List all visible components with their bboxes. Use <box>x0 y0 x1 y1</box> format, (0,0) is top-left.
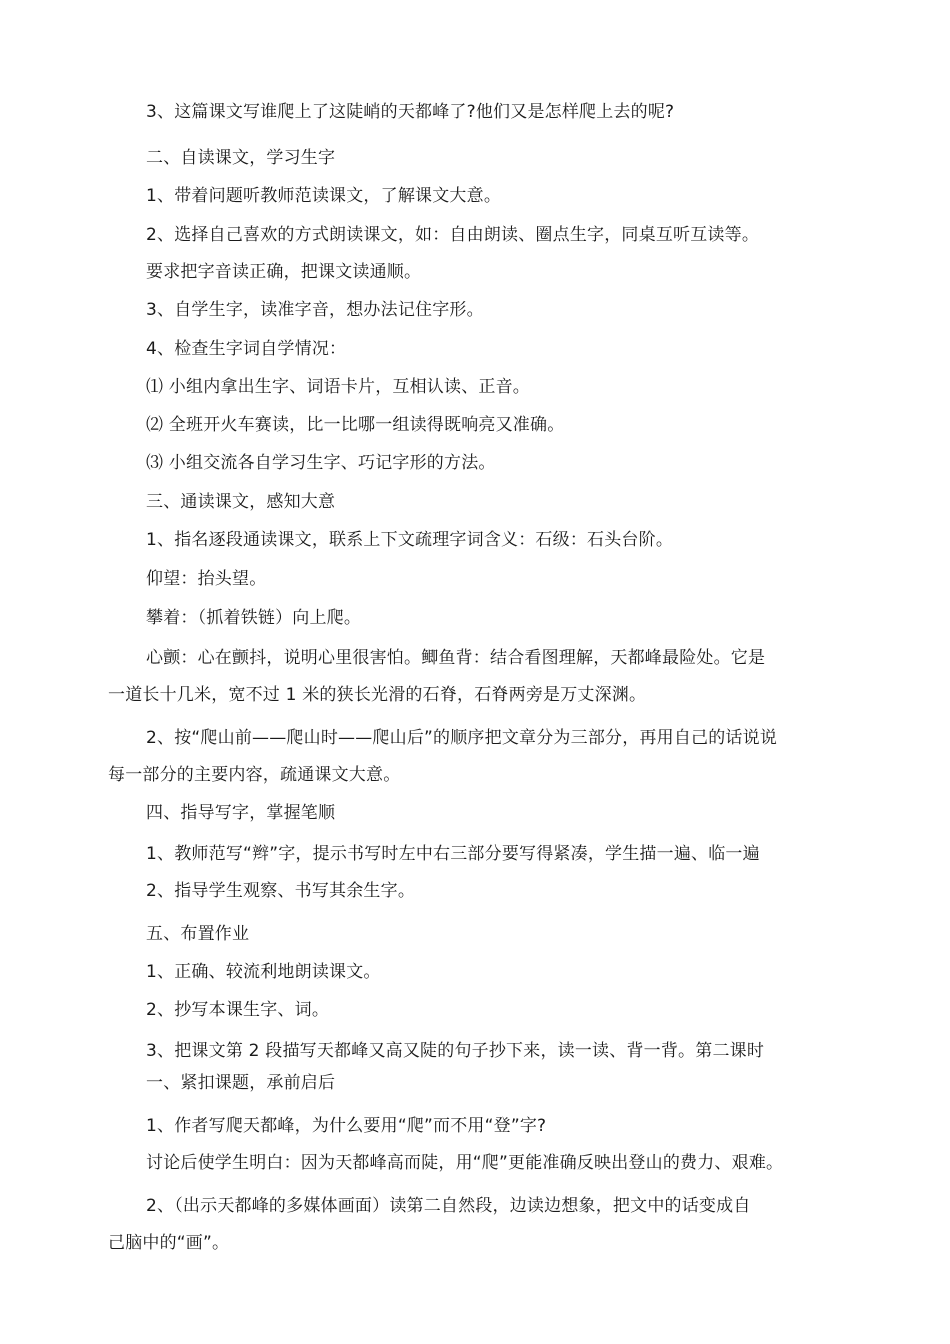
step-3-2: 2、按“爬山前——爬山时——爬山后”的顺序把文章分为三部分，再用自己的话说说 <box>146 728 778 748</box>
substep-3: ⑶ 小组交流各自学习生字、巧记字形的方法。 <box>146 453 496 473</box>
step-3-2-continued: 每一部分的主要内容，疏通课文大意。 <box>108 765 401 785</box>
lesson-2-step-2: 2、（出示天都峰的多媒体画面）读第二自然段，边读边想象，把文中的话变成自 <box>146 1196 751 1216</box>
homework-1: 1、正确、较流利地朗读课文。 <box>146 962 381 982</box>
homework-2: 2、抄写本课生字、词。 <box>146 1000 330 1020</box>
substep-1: ⑴ 小组内拿出生字、词语卡片，互相认读、正音。 <box>146 377 531 397</box>
step-2-1: 1、带着问题听教师范读课文，了解课文大意。 <box>146 186 502 206</box>
homework-3: 3、把课文第 2 段描写天都峰又高又陡的句子抄下来，读一读、背一背。第二课时 <box>146 1041 765 1061</box>
definition-xinchan-continued: 一道长十几米，宽不过 1 米的狭长光滑的石脊，石脊两旁是万丈深渊。 <box>108 685 647 705</box>
step-2-2: 2、选择自己喜欢的方式朗读课文，如：自由朗读、圈点生字，同桌互听互读等。 <box>146 225 760 245</box>
step-2-3: 3、自学生字，读准字音，想办法记住字形。 <box>146 300 484 320</box>
step-3-1: 1、指名逐段通读课文，联系上下文疏理字词含义：石级：石头台阶。 <box>146 530 674 550</box>
document-body <box>108 98 844 1257</box>
section-heading-3: 三、通读课文，感知大意 <box>146 492 336 512</box>
lesson-2-step-2-continued: 己脑中的“画”。 <box>108 1233 230 1253</box>
step-2-2-continued: 要求把字音读正确，把课文读通顺。 <box>146 262 422 282</box>
section-heading-5: 五、布置作业 <box>146 924 250 944</box>
lesson-2-step-1: 1、作者写爬天都峰，为什么要用“爬”而不用“登”字? <box>146 1116 547 1136</box>
section-heading-2: 二、自读课文，学习生字 <box>146 148 336 168</box>
step-4-2: 2、指导学生观察、书写其余生字。 <box>146 881 416 901</box>
substep-2: ⑵ 全班开火车赛读，比一比哪一组读得既响亮又准确。 <box>146 415 565 435</box>
definition-xinchan: 心颤：心在颤抖，说明心里很害怕。鲫鱼背：结合看图理解，天都峰最险处。它是 <box>146 648 766 668</box>
section-heading-4: 四、指导写字，掌握笔顺 <box>146 803 336 823</box>
lesson-2-discussion: 讨论后使学生明白：因为天都峰高而陡，用“爬”更能准确反映出登山的费力、艰难。 <box>146 1153 784 1173</box>
step-4-1: 1、教师范写“辫”字，提示书写时左中右三部分要写得紧凑，学生描一遍、临一遍 <box>146 844 760 864</box>
definition-yangwang: 仰望：抬头望。 <box>146 569 267 589</box>
lesson-2-heading-1: 一、紧扣课题，承前启后 <box>146 1073 336 1093</box>
question-3: 3、这篇课文写谁爬上了这陡峭的天都峰了?他们又是怎样爬上去的呢? <box>146 102 675 122</box>
step-2-4: 4、检查生字词自学情况： <box>146 339 347 359</box>
definition-panzhe: 攀着：（抓着铁链）向上爬。 <box>146 608 362 628</box>
